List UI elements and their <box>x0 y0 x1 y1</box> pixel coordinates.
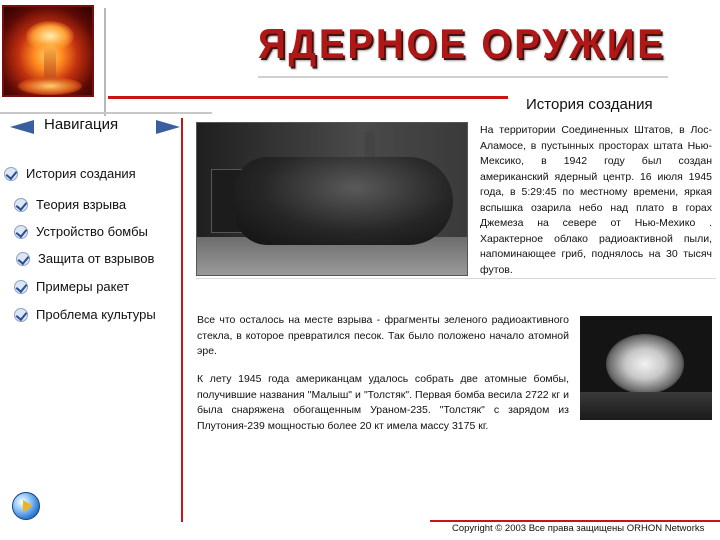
nav-item-culture-problem[interactable] <box>14 307 156 322</box>
arrow-right-icon[interactable] <box>156 120 180 134</box>
checkmark-icon <box>14 198 28 212</box>
media-player-icon[interactable] <box>12 492 40 520</box>
header-divider-vertical <box>104 8 106 116</box>
arrow-left-icon[interactable] <box>10 120 34 134</box>
bomb-photo <box>196 122 468 276</box>
logo-explosion-image <box>2 5 94 97</box>
content-divider <box>181 118 183 522</box>
navigation-label: Навигация <box>44 116 119 133</box>
page-title: ЯДЕРНОЕ ОРУЖИЕ <box>258 20 666 67</box>
nav-item-missile-examples[interactable] <box>14 279 129 294</box>
nav-item-label: Примеры ракет <box>36 279 130 294</box>
content-separator <box>196 278 716 279</box>
navigation-header <box>8 116 180 138</box>
checkmark-icon <box>14 308 28 322</box>
checkmark-icon <box>14 280 28 294</box>
nav-divider-horizontal <box>0 112 212 114</box>
nav-item-protection[interactable] <box>16 251 154 266</box>
nav-item-label: Теория взрыва <box>36 197 127 212</box>
checkmark-icon <box>16 252 30 266</box>
footer-copyright: Copyright © 2003 Все права защищены ORHON Networks <box>452 523 705 534</box>
nav-item-label: Проблема культуры <box>36 307 156 322</box>
paragraph-aftermath: Все что осталось на месте взрыва - фрагменты зеленого радиоактивного стекла, в которое превратился песок. Так было положено начало атомной эре. <box>197 314 569 357</box>
checkmark-icon <box>14 225 28 239</box>
nav-item-history[interactable] <box>4 166 136 181</box>
paragraph-history: На территории Соединенных Штатов, в Лос-Аламосе, в пустынных просторах штата Нью-Мексико, в 1942 году был создан американский ядерный центр. 16 июля 1945 года, в 5:29:45 по местному времени, яркая вспышка озарила небо над плато в горах Джемеза на севере от Нью-Мехико . Характерное облако радиоактивной пыли, напоминающее гриб, поднялось на 30 тысяч футов. <box>480 124 712 276</box>
mushroom-cloud-photo <box>580 316 712 420</box>
checkmark-icon <box>4 167 18 181</box>
footer-divider <box>430 520 720 522</box>
paragraph-bombs: К лету 1945 года американцам удалось собрать две атомные бомбы, получившие названия "Малыш" и "Толстяк". Первая бомба весила 2722 кг и была снаряжена обогащенным Ураном-235. "Толстяк" с зарядом из Плутония-239 мощностью более 20 кт имела массу 3175 кг. <box>197 373 569 432</box>
header-divider-red <box>108 96 508 99</box>
section-title: История создания <box>526 96 653 113</box>
nav-item-bomb-structure[interactable] <box>14 224 148 239</box>
nav-item-explosion-theory[interactable] <box>14 197 126 212</box>
nav-item-label: Устройство бомбы <box>36 224 148 239</box>
nav-item-label: Защита от взрывов <box>38 251 155 266</box>
nav-item-label: История создания <box>26 166 136 181</box>
header-divider-top <box>258 76 668 78</box>
